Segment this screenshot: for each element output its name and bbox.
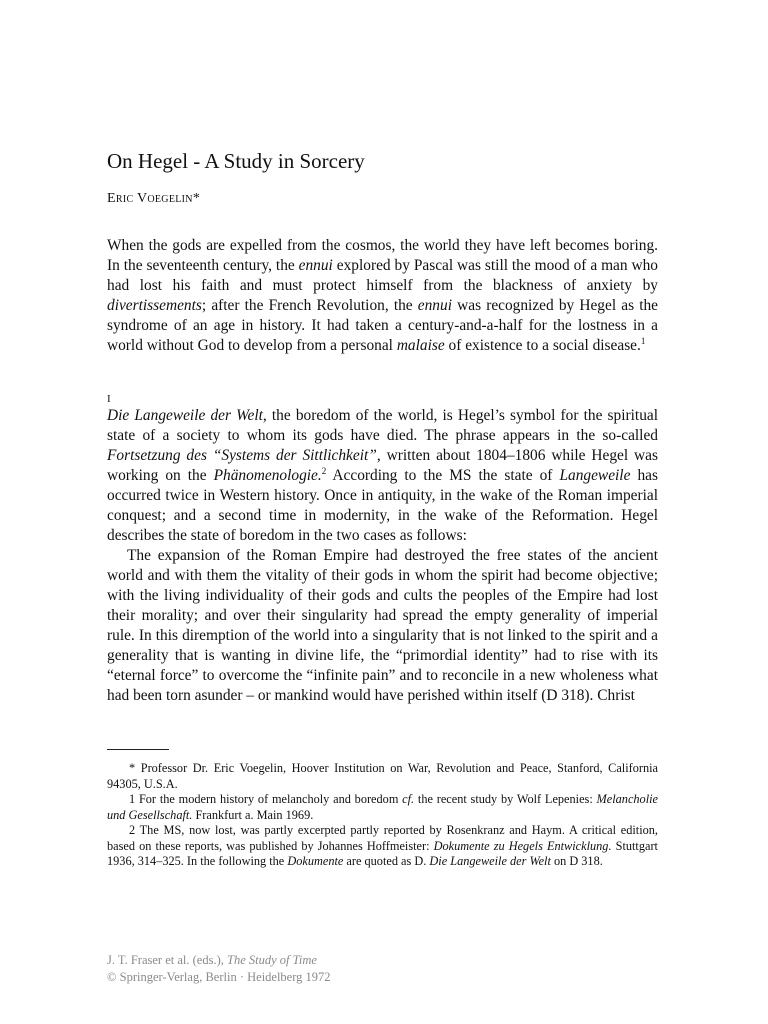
footnote-ref: 1: [640, 335, 646, 346]
italic-term: Dokumente: [287, 854, 344, 868]
italic-term: ennui: [298, 257, 333, 274]
text-run: of existence to a social disease.: [444, 337, 641, 354]
imprint-source: [107, 952, 331, 969]
italic-term: Phänomenologie.: [213, 467, 322, 484]
text-run: When the gods are expelled from the cosmos, the world they have left becomes boring. In the seventeenth century, the: [107, 237, 658, 274]
text-run: , written about 1804–1806 while Hegel was working on the: [107, 447, 658, 484]
text-run: 1 For the modern history of melancholy and boredom: [129, 792, 403, 806]
text-run: the recent study by Wolf Lepenies:: [414, 792, 597, 806]
author-line: [107, 190, 200, 208]
paragraph: [107, 406, 658, 546]
italic-term: Die Langeweile der Welt,: [107, 407, 267, 424]
italic-term: divertissements: [107, 297, 202, 314]
italic-term: ennui: [417, 297, 452, 314]
text-run: ; after the French Revolution, the: [201, 297, 418, 314]
opening-paragraph: [107, 236, 658, 356]
author-name: Eric Voegelin: [107, 191, 193, 206]
footnote-1: [107, 792, 658, 823]
paragraph: The expansion of the Roman Empire had destroyed the free states of the ancient world and with them the vitality of their gods in whom the spirit had become objective; with the living individuality of their gods and cults the peoples of the Empire had lost their morality; and over their singularity had spread the empty generality of imperial rule. In this diremption of the world into a singularity that is not linked to the spirit and a generality that is wanting in divine life, the “primordial identity” had to rise with its “eternal force” to overcome the “infinite pain” and to reconcile in a new wholeness what had been torn asunder – or mankind would have perished within itself (D 318). Christ: [107, 547, 658, 704]
italic-term: Die Langeweile der Welt: [429, 854, 551, 868]
publisher-imprint: [107, 952, 331, 986]
italic-term: Langeweile: [559, 467, 631, 484]
italic-term: Dokumente zu Hegels Entwicklung.: [433, 838, 612, 853]
text-run: J. T. Fraser et al. (eds.),: [107, 953, 227, 967]
italic-term: Fortsetzung des “Systems der Sittlichkeit”: [107, 447, 377, 464]
author-footnote-mark: *: [192, 191, 201, 206]
footnote-ref: 2: [321, 465, 327, 476]
text-run: the boredom of the world, is Hegel’s symbol for the spiritual state of a society to whom its gods have died. The phrase appears in the so-called: [107, 407, 658, 444]
italic-term: Melancholie und Gesellschaft.: [107, 792, 658, 822]
text-run: explored by Pascal was still the mood of a man who had lost his faith and must protect himself from the blackness of anxiety by: [107, 257, 658, 294]
section-one: [107, 392, 658, 706]
footnotes: [107, 761, 658, 870]
paragraph: [107, 236, 658, 356]
text-run: on D 318.: [550, 854, 603, 868]
article-title: On Hegel - A Study in Sorcery: [107, 149, 365, 173]
italic-term: malaise: [396, 337, 445, 354]
text-run: According to the MS the state of: [326, 467, 560, 484]
text-run: 2 The MS, now lost, was partly excerpted partly reported by Rosenkranz and Haym. A critical edition, based on these reports, was published by Johannes Hoffmeister:: [107, 823, 658, 853]
footnote-author: * Professor Dr. Eric Voegelin, Hoover Institution on War, Revolution and Peace, Stanford, California 94305, U.S.A.: [107, 761, 658, 791]
book-title: The Study of Time: [227, 953, 317, 967]
footnote-rule: [107, 749, 169, 750]
italic-term: cf.: [402, 792, 415, 806]
text-run: Stuttgart 1936, 314–325. In the following the: [107, 838, 658, 868]
text-run: are quoted as D.: [343, 854, 430, 868]
text-run: has occurred twice in Western history. Once in antiquity, in the wake of the Roman imperial conquest; and a second time in modernity, in the wake of the Reformation. Hegel describes the state of boredom in the two cases as follows:: [107, 467, 658, 544]
text-run: Frankfurt a. Main 1969.: [192, 807, 314, 822]
section-number: I: [107, 393, 111, 405]
text-run: was recognized by Hegel as the syndrome of an age in history. It had taken a century-and-a-half for the lostness in a world without God to develop from a personal: [107, 297, 658, 354]
imprint-copyright: © Springer-Verlag, Berlin · Heidelberg 1972: [107, 970, 331, 984]
footnote-2: [107, 823, 658, 870]
